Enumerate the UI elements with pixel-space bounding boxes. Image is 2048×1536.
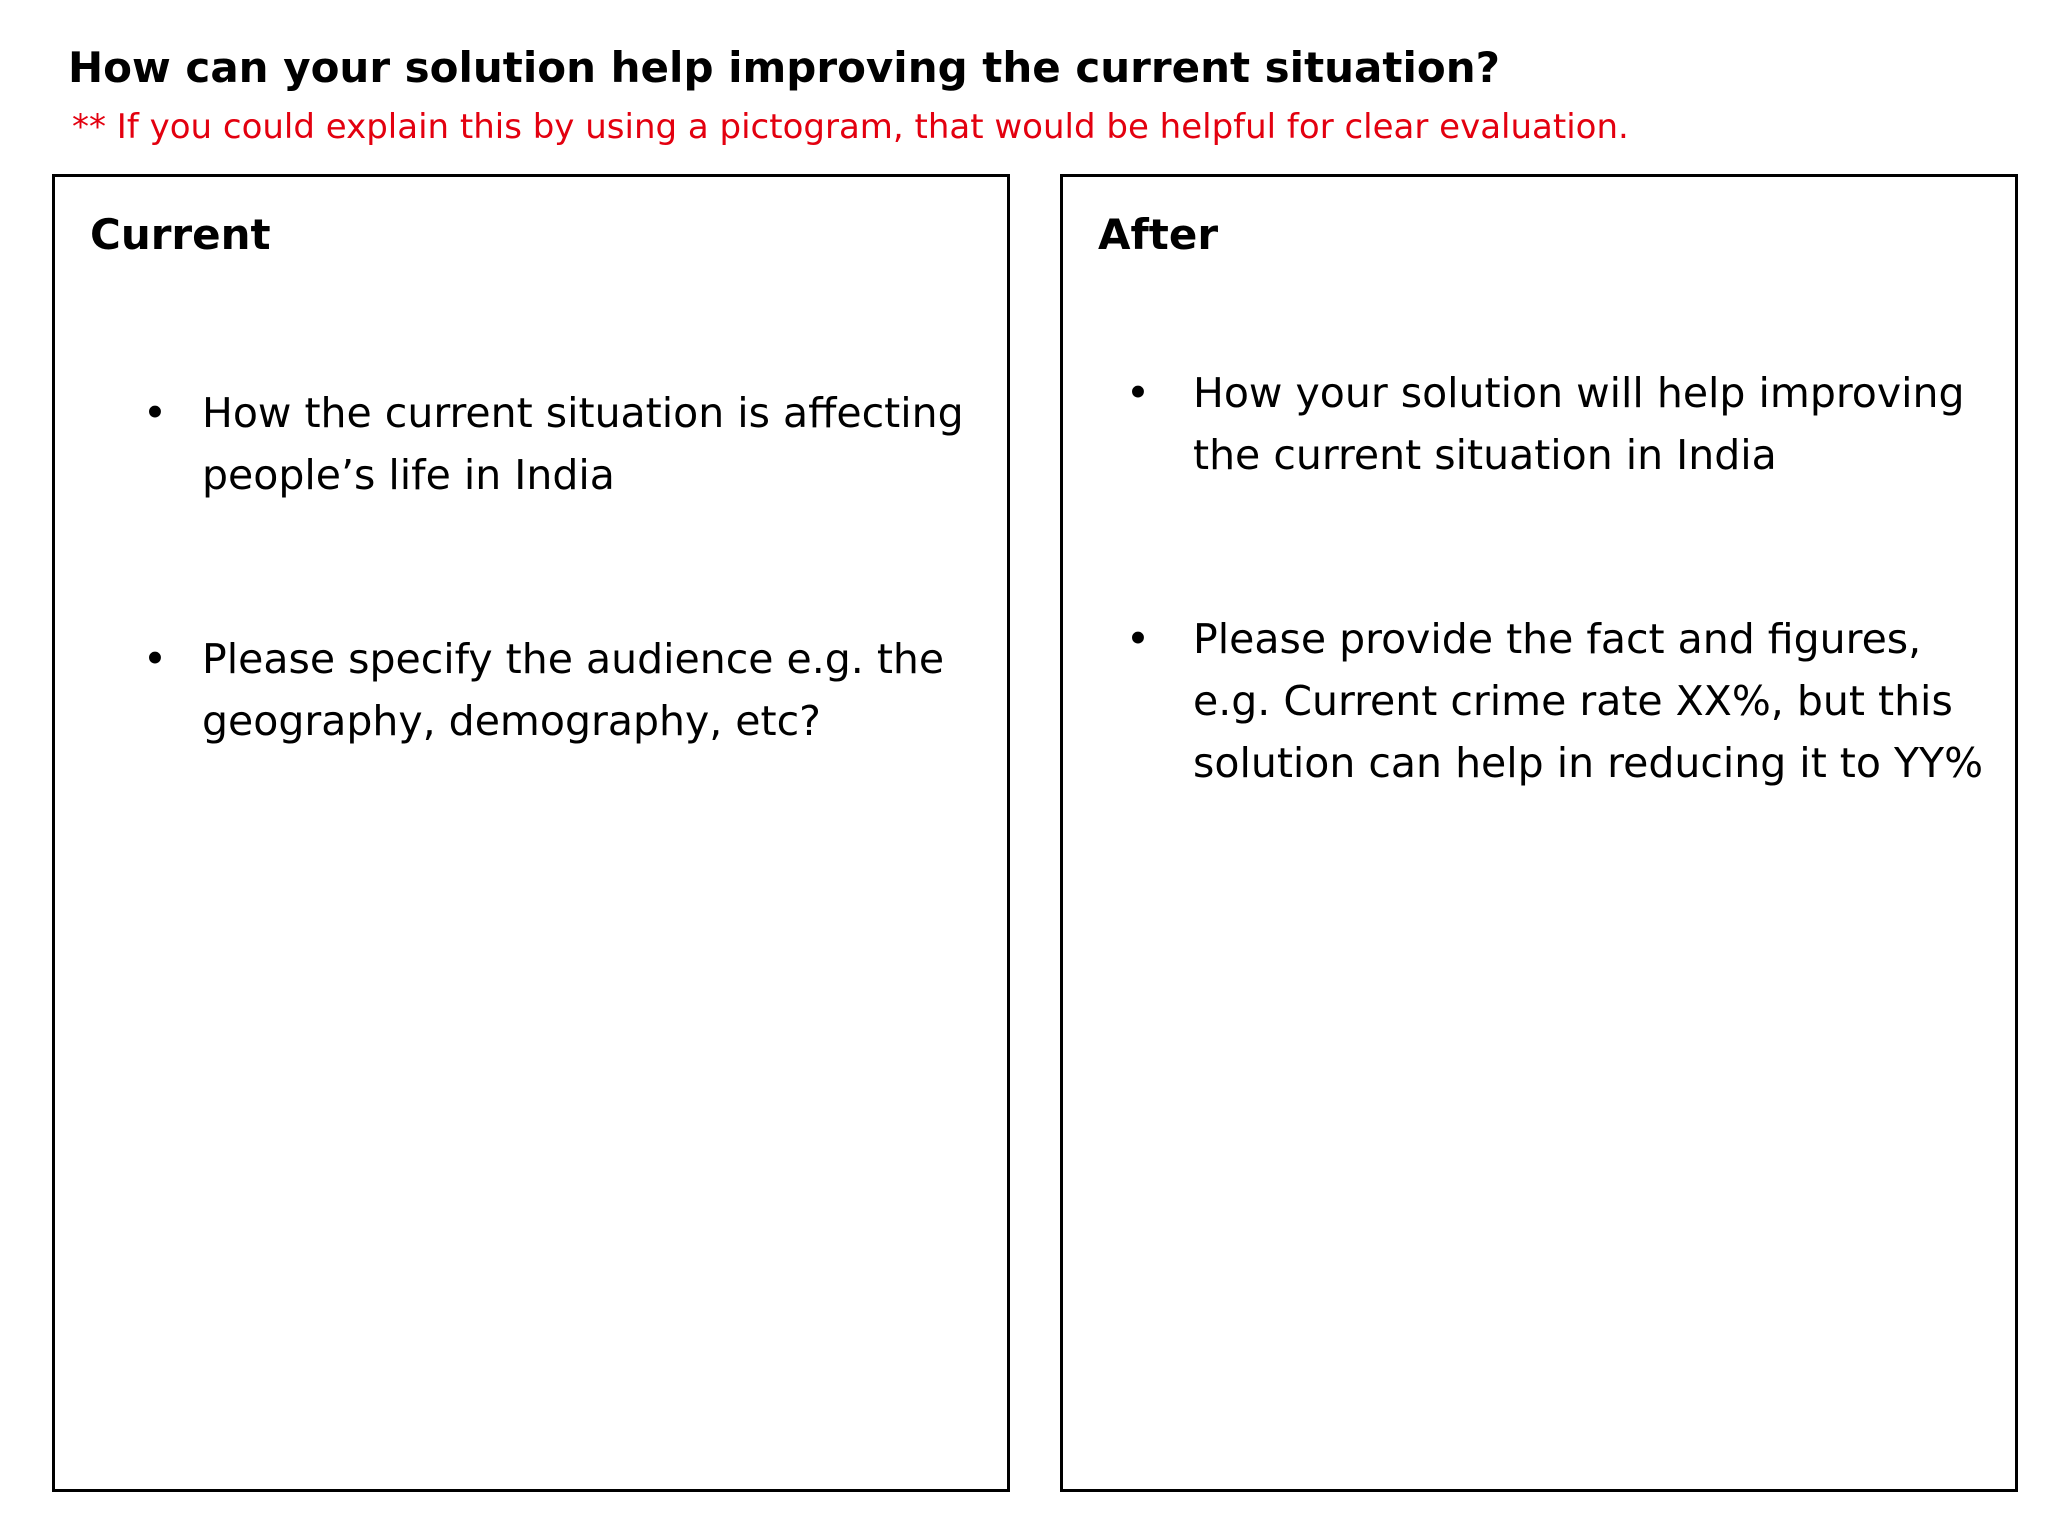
current-bullet-text: How the current situation is affecting people’s life in India <box>202 389 964 499</box>
current-bullet-text: Please specify the audience e.g. the geography, demography, etc? <box>202 635 945 745</box>
current-bullet-list <box>55 382 1007 752</box>
bullet-dot-icon: • <box>142 389 168 437</box>
current-heading: Current <box>90 210 271 259</box>
bullet-dot-icon: • <box>1125 615 1151 663</box>
bullet-dot-icon: • <box>142 635 168 683</box>
after-bullet-text: How your solution will help improving the current situation in India <box>1193 369 1965 479</box>
page-title: How can your solution help improving the current situation? <box>68 43 1500 92</box>
pictogram-note: ** If you could explain this by using a pictogram, that would be helpful for clear evaluation. <box>72 107 1629 147</box>
after-bullet-item <box>1063 362 2015 486</box>
after-panel <box>1060 174 2018 1492</box>
after-bullet-list <box>1063 362 2015 794</box>
after-bullet-item <box>1063 608 2015 794</box>
bullet-dot-icon: • <box>1125 369 1151 417</box>
after-bullet-text: Please provide the fact and figures, e.g. Current crime rate XX%, but this solution can help in reducing it to YY% <box>1193 615 1984 787</box>
after-heading: After <box>1098 210 1219 259</box>
current-panel <box>52 174 1010 1492</box>
current-bullet-item <box>55 382 1007 506</box>
current-bullet-item <box>55 628 1007 752</box>
